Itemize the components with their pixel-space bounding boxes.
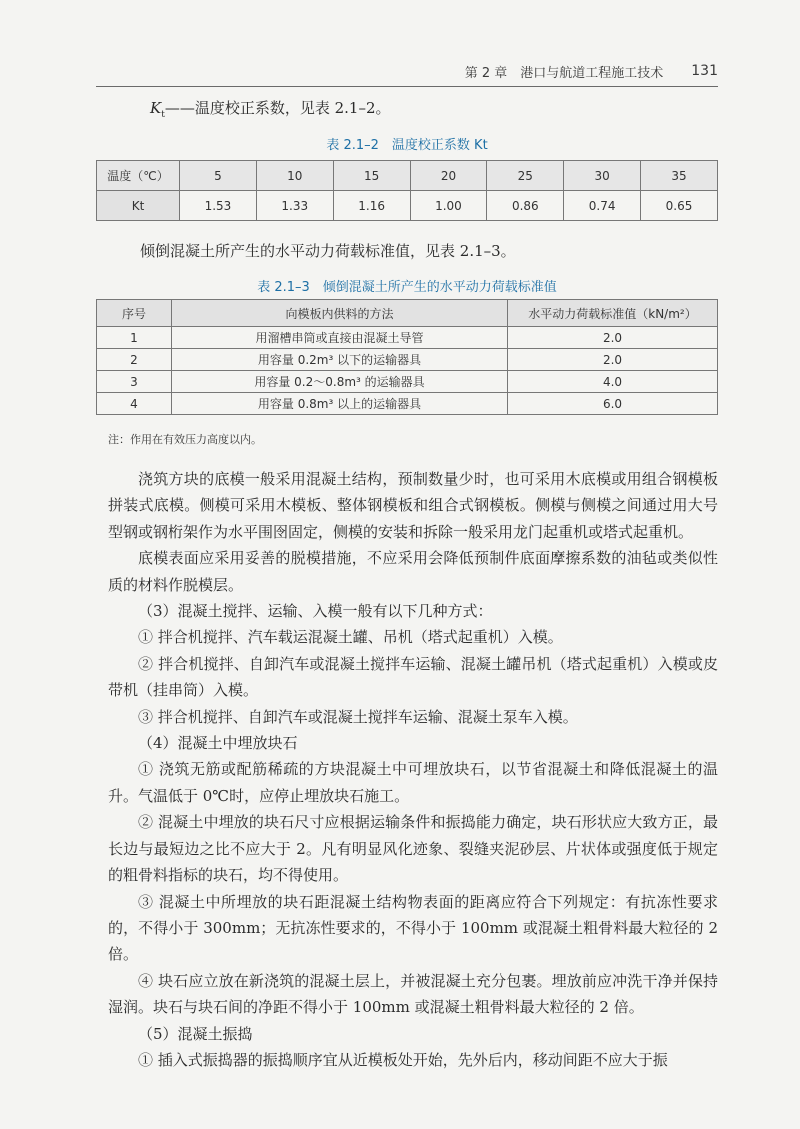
table-row: [97, 327, 718, 349]
table-cell: 用容量 0.2～0.8m³ 的运输器具: [172, 371, 508, 393]
table-row: [97, 349, 718, 371]
page-number: 131: [691, 63, 718, 79]
table-cell: 1: [97, 327, 172, 349]
table-cell: 10: [256, 161, 333, 191]
intro-text: 倾倒混凝土所产生的水平动力荷载标准值，见表 2.1–3。: [140, 242, 516, 260]
table-cell: Kt: [97, 191, 180, 221]
paragraph: 浇筑方块的底模一般采用混凝土结构，预制数量少时，也可采用木底模或用组合钢模板拼装式底模。侧模可采用木模板、整体钢模板和组合式钢模板。侧模与侧模之间通过用大号型钢或钢桁架作为水平围囹固定，侧模的安装和拆除一般采用龙门起重机或塔式起重机。: [108, 470, 718, 541]
paragraph: ① 浇筑无筋或配筋稀疏的方块混凝土中可埋放块石，以节省混凝土和降低混凝土的温升。气温低于 0℃时，应停止埋放块石施工。: [108, 760, 718, 805]
table-row: [97, 371, 718, 393]
table-cell: 0.65: [641, 191, 718, 221]
paragraph: ② 拌合机搅拌、自卸汽车或混凝土搅拌车运输、混凝土罐吊机（塔式起重机）入模或皮带机（挂串筒）入模。: [108, 654, 718, 700]
table-cell: 2.0: [508, 327, 718, 349]
table-cell: 1.53: [180, 191, 257, 221]
paragraph: ④ 块石应立放在新浇筑的混凝土层上，并被混凝土充分包裹。埋放前应冲洗干净并保持湿润。块石与块石间的净距不得小于 100mm 或混凝土粗骨料最大粒径的 2 倍。: [108, 971, 718, 1017]
paragraph: ① 插入式振捣器的振捣顺序宜从近模板处开始，先外后内，移动间距不应大于振: [138, 1050, 668, 1069]
table-cell: 0.86: [487, 191, 564, 221]
kt-definition: [150, 98, 760, 125]
table-cell: 5: [180, 161, 257, 191]
dynamic-load-table: [96, 299, 718, 415]
kt-subscript: t: [161, 110, 165, 120]
table-cell: 25: [487, 161, 564, 191]
body-text: [108, 466, 718, 1073]
paragraph: 底模表面应采用妥善的脱模措施，不应采用会降低预制件底面摩擦系数的油毡或类似性质的材料作脱模层。: [108, 549, 718, 594]
table1-caption: 表 2.1–2 温度校正系数 Kt: [326, 138, 488, 153]
table-cell: 1.33: [256, 191, 333, 221]
column-header: 向模板内供料的方法: [172, 300, 508, 327]
table-row: [97, 393, 718, 415]
table-header-row: [97, 300, 718, 327]
table-cell: 4: [97, 393, 172, 415]
kt-definition-text: ——温度校正系数，见表 2.1–2。: [164, 99, 391, 117]
kt-symbol: K: [150, 99, 162, 117]
column-header: 序号: [97, 300, 172, 327]
paragraph: （5）混凝土振捣: [138, 1024, 253, 1043]
table-cell: 2: [97, 349, 172, 371]
temperature-correction-table: [96, 160, 718, 221]
table-cell: 6.0: [508, 393, 718, 415]
paragraph: ① 拌合机搅拌、汽车载运混凝土罐、吊机（塔式起重机）入模。: [138, 628, 563, 647]
table-cell: 用容量 0.8m³ 以上的运输器具: [172, 393, 508, 415]
paragraph: ③ 拌合机搅拌、自卸汽车或混凝土搅拌车运输、混凝土泵车入模。: [138, 707, 578, 726]
table-row: [97, 161, 718, 191]
paragraph: （4）混凝土中埋放块石: [138, 734, 298, 753]
table-cell: 用溜槽串筒或直接由混凝土导管: [172, 327, 508, 349]
paragraph: （3）混凝土搅拌、运输、入模一般有以下几种方式：: [138, 602, 493, 621]
table-cell: 2.0: [508, 349, 718, 371]
table-cell: 4.0: [508, 371, 718, 393]
table-cell: 35: [641, 161, 718, 191]
table-cell: 0.74: [564, 191, 641, 221]
table-cell: 15: [333, 161, 410, 191]
page-header: [96, 56, 718, 87]
table-cell: 20: [410, 161, 487, 191]
table2-caption: 表 2.1–3 倾倒混凝土所产生的水平动力荷载标准值: [257, 280, 557, 295]
paragraph: ② 混凝土中埋放的块石尺寸应根据运输条件和振捣能力确定，块石形状应大致方正，最长边与最短边之比不应大于 2。凡有明显风化迹象、裂缝夹泥砂层、片状体或强度低于规定的粗骨料指标的块石，均不得使用。: [108, 813, 718, 885]
table-row: [97, 191, 718, 221]
table-cell: 温度（℃）: [97, 161, 180, 191]
table-cell: 30: [564, 161, 641, 191]
table-cell: 1.16: [333, 191, 410, 221]
column-header: 水平动力荷载标准值（kN/m²）: [508, 300, 718, 327]
paragraph: ③ 混凝土中所埋放的块石距混凝土结构物表面的距离应符合下列规定：有抗冻性要求的，不得小于 300mm；无抗冻性要求的，不得小于 100mm 或混凝土粗骨料最大粒径的 2 倍。: [108, 892, 718, 964]
table-note: 注：作用在有效压力高度以内。: [108, 433, 262, 446]
chapter-title: 第 2 章 港口与航道工程施工技术: [464, 65, 664, 81]
table-cell: 3: [97, 371, 172, 393]
table-cell: 用容量 0.2m³ 以下的运输器具: [172, 349, 508, 371]
table-cell: 1.00: [410, 191, 487, 221]
